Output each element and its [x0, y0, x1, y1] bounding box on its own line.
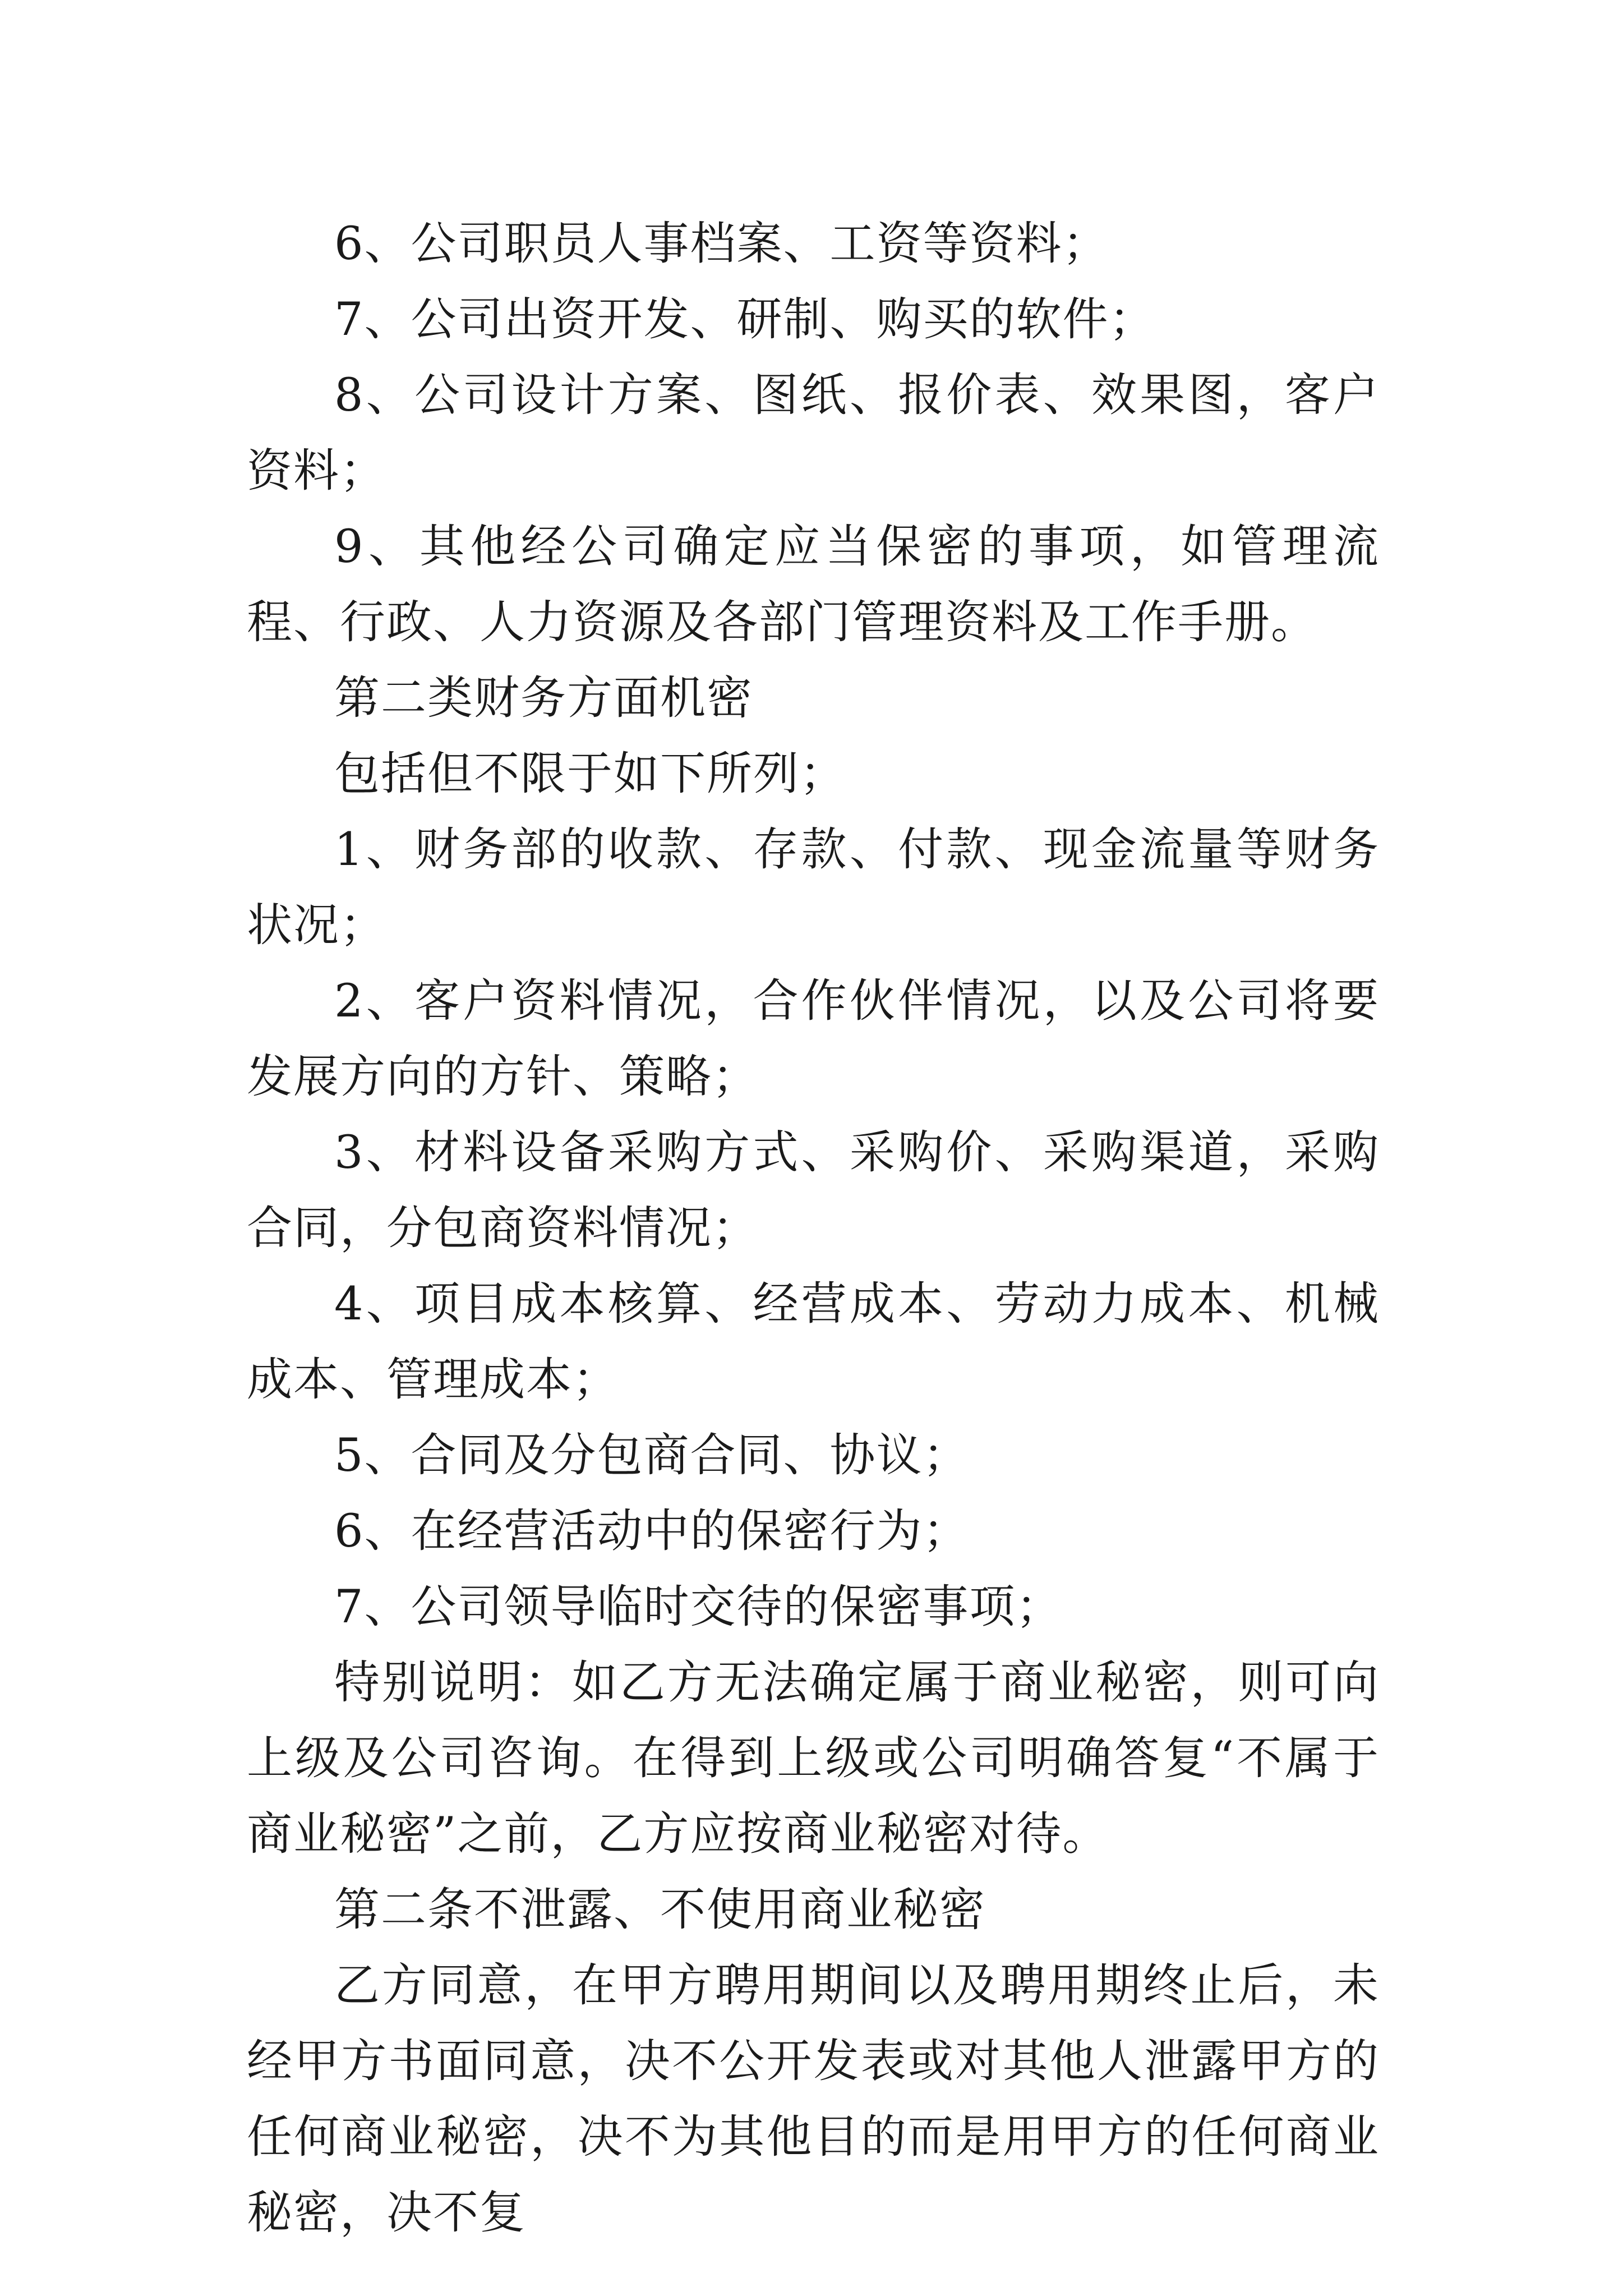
list-item-finance-status: 1、财务部的收款、存款、付款、现金流量等财务状况； [247, 823, 1380, 952]
document-body [247, 206, 1380, 2251]
list-intro: 包括但不限于如下所列； [334, 748, 847, 800]
non-disclosure-paragraph: 乙方同意，在甲方聘用期间以及聘用期终止后，未经甲方书面同意，决不公开发表或对其他人泄露甲方的任何商业秘密，决不为其他目的而是用甲方的任何商业秘密，决不复 [247, 1959, 1380, 2239]
list-item-cost-accounting: 4、项目成本核算、经营成本、劳动力成本、机械成本、管理成本； [247, 1278, 1380, 1406]
list-item-leadership-matters: 7、公司领导临时交待的保密事项； [334, 1581, 1063, 1634]
article-heading-non-disclosure: 第二条不泄露、不使用商业秘密 [334, 1884, 986, 1936]
list-item-clients-partners: 2、客户资料情况，合作伙伴情况，以及公司将要发展方向的方针、策略； [247, 975, 1380, 1103]
section-heading-financial: 第二类财务方面机密 [334, 672, 754, 725]
special-note-paragraph: 特别说明：如乙方无法确定属于商业秘密，则可向上级及公司咨询。在得到上级或公司明确答复“不属于商业秘密”之前，乙方应按商业秘密对待。 [247, 1657, 1380, 1861]
list-item-other-matters: 9、其他经公司确定应当保密的事项，如管理流程、行政、人力资源及各部门管理资料及工作手册。 [247, 521, 1380, 649]
list-item-contracts: 5、合同及分包商合同、协议； [334, 1429, 970, 1482]
list-item-confidential-conduct: 6、在经营活动中的保密行为； [334, 1505, 970, 1558]
list-item-software: 7、公司出资开发、研制、购买的软件； [334, 293, 1156, 346]
list-item-procurement: 3、材料设备采购方式、采购价、采购渠道，采购合同，分包商资料情况； [247, 1126, 1380, 1255]
list-item-hr-records: 6、公司职员人事档案、工资等资料； [334, 218, 1109, 270]
list-item-design-plans: 8、公司设计方案、图纸、报价表、效果图，客户资料； [247, 369, 1380, 498]
